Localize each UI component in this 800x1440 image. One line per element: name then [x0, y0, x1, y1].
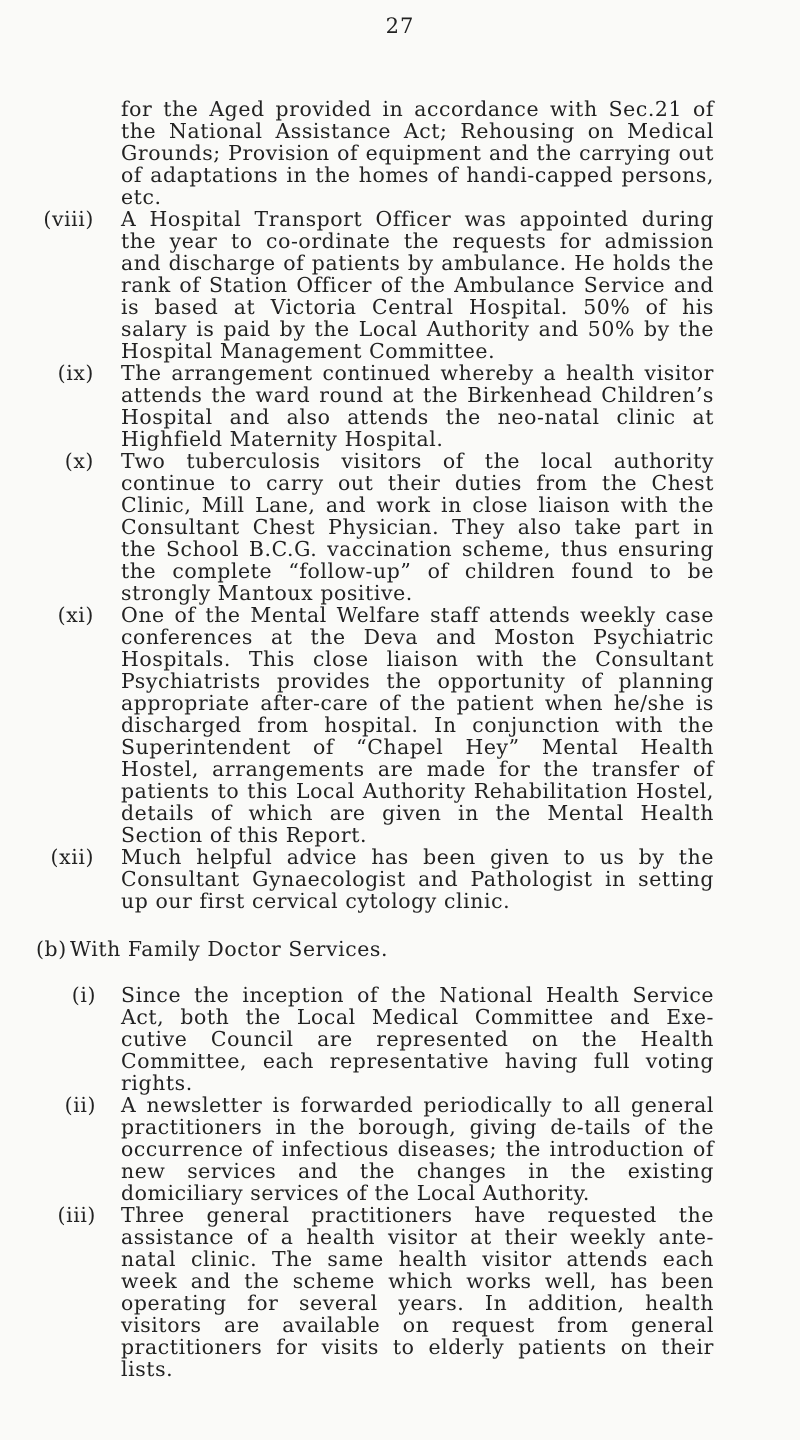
list-item — [0, 450, 800, 604]
list-item — [0, 846, 800, 912]
list-item — [0, 1094, 800, 1204]
item-number: (ii) — [64, 1093, 96, 1117]
section-title: With Family Doctor Services. — [70, 937, 389, 961]
section-b-items — [0, 984, 800, 1380]
item-number: (iii) — [57, 1203, 96, 1227]
item-number: (ix) — [57, 361, 94, 385]
item-number: (i) — [71, 983, 96, 1007]
list-item — [0, 362, 800, 450]
section-heading — [0, 938, 800, 960]
item-number: (x) — [64, 449, 94, 473]
list-item — [0, 984, 800, 1094]
intro-paragraph: for the Aged provided in accordance with Sec.21 of the National Assistance Act; Rehousing on Medical Grounds; Provision of equipment and the carrying out of adaptations in the homes of handi-capped persons, etc. — [121, 97, 714, 209]
item-text: One of the Mental Welfare staff attends weekly case conferences at the Deva and Moston Psychiatric Hospitals. This close liaison with the Consultant Psychiatrists provides the opportunity of planning appropriate after-care of the patient when he/she is discharged from hospital. In conjunction with the Superintendent of “Chapel Hey” Mental Health Hostel, arrangements are made for the transfer of patients to this Local Authority Rehabilitation Hostel, details of which are given in the Mental Health Section of this Report. — [121, 603, 714, 847]
item-text: Since the inception of the National Health Service Act, both the Local Medical Committee and Exe-cutive Council are represented on the Health Committee, each representative having full voting rights. — [121, 983, 714, 1095]
section-number: (b) — [36, 937, 67, 961]
item-number: (viii) — [43, 207, 94, 231]
item-text: A Hospital Transport Officer was appointed during the year to co-ordinate the requests for admission and discharge of patients by ambulance. He holds the rank of Station Officer of the Ambulance Service and is based at Victoria Central Hospital. 50% of his salary is paid by the Local Authority and 50% by the Hospital Management Committee. — [121, 207, 714, 363]
item-number: (xi) — [57, 603, 94, 627]
item-text: Two tuberculosis visitors of the local authority continue to carry out their duties from the Chest Clinic, Mill Lane, and work in close liaison with the Consultant Chest Physician. They also take part in the School B.C.G. vaccination scheme, thus ensuring the complete “follow-up” of children found to be strongly Mantoux positive. — [121, 449, 714, 605]
item-text: A newsletter is forwarded periodically to all general practitioners in the borough, giving de-tails of the occurrence of infectious diseases; the introduction of new services and the changes in the existing domiciliary services of the Local Authority. — [121, 1093, 714, 1205]
list-item — [0, 208, 800, 362]
page-body — [0, 98, 800, 1380]
page-number: 27 — [385, 14, 415, 38]
item-text: The arrangement continued whereby a health visitor attends the ward round at the Birkenhead Children’s Hospital and also attends the neo-natal clinic at Highfield Maternity Hospital. — [121, 361, 714, 451]
section-a-items — [0, 208, 800, 912]
list-item — [0, 604, 800, 846]
list-item — [0, 1204, 800, 1380]
item-text: Much helpful advice has been given to us by the Consultant Gynaecologist and Pathologist in setting up our first cervical cytology clinic. — [121, 845, 714, 913]
item-text: Three general practitioners have requested the assistance of a health visitor at their weekly ante-natal clinic. The same health visitor attends each week and the scheme which works well, has been operating for several years. In addition, health visitors are available on request from general practitioners for visits to elderly patients on their lists. — [121, 1203, 714, 1381]
item-number: (xii) — [50, 845, 94, 869]
